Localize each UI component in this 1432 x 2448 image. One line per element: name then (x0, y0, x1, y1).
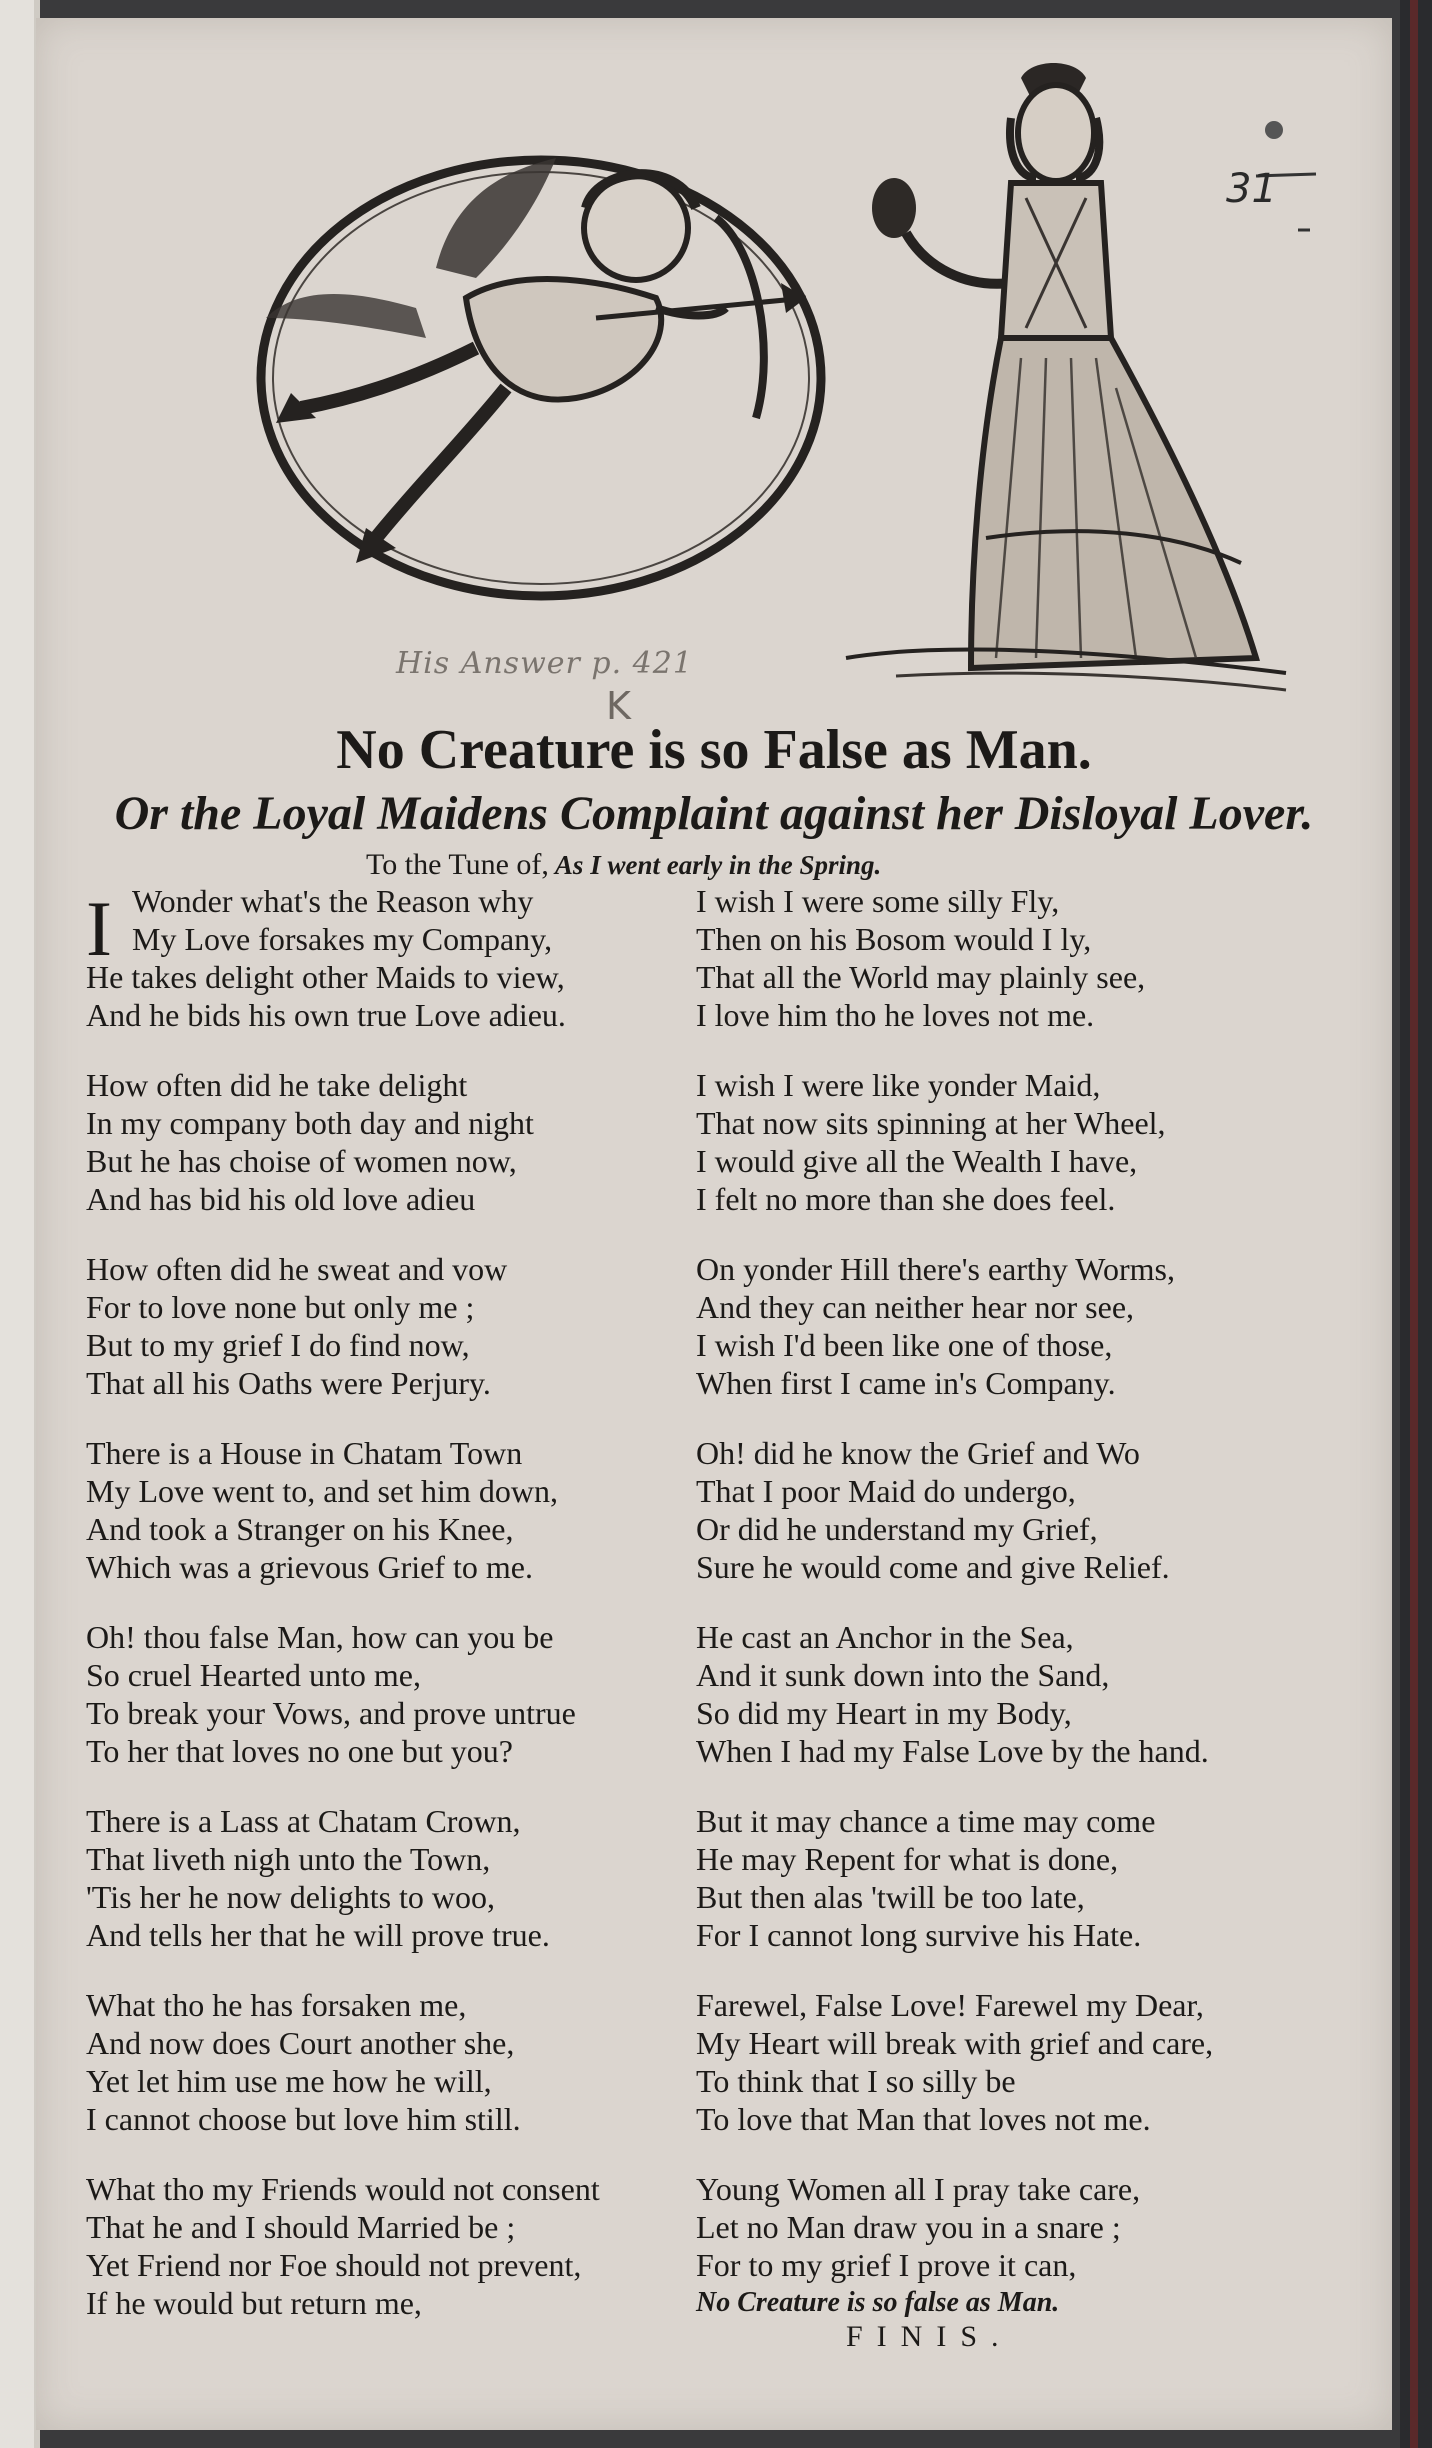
verse-line: To love that Man that loves not me. (696, 2101, 1151, 2137)
verse-line: I felt no more than she does feel. (696, 1181, 1116, 1217)
verse-line: And they can neither hear nor see, (696, 1289, 1135, 1325)
ballad-subtitle: Or the Loyal Maidens Complaint against her Disloyal Lover. (114, 787, 1314, 840)
verse-line: I would give all the Wealth I have, (696, 1143, 1138, 1179)
verse-line: To break your Vows, and prove untrue (86, 1695, 576, 1731)
verse-line: In my company both day and night (86, 1105, 534, 1141)
verse-line: That all the World may plainly see, (696, 959, 1146, 995)
verse-line: Which was a grievous Grief to me. (86, 1549, 533, 1585)
verse-line: There is a House in Chatam Town (86, 1435, 523, 1471)
verse-line: He may Repent for what is done, (696, 1841, 1119, 1877)
verse-line: To think that I so silly be (696, 2063, 1016, 2099)
verse-line: There is a Lass at Chatam Crown, (86, 1803, 521, 1839)
stanza (86, 1802, 726, 1986)
verse-line: That I poor Maid do undergo, (696, 1473, 1076, 1509)
handwritten-letter-k: K (606, 684, 631, 728)
verse-line: Sure he would come and give Relief. (696, 1549, 1170, 1585)
verse-line: My Love forsakes my Company, (132, 921, 553, 957)
stanza (696, 1066, 1376, 1250)
verse-line: Or did he understand my Grief, (696, 1511, 1098, 1547)
verse-line: For to love none but only me ; (86, 1289, 475, 1325)
stanza (696, 1434, 1376, 1618)
stanza (696, 1618, 1376, 1802)
stanza (696, 2170, 1376, 2354)
cupid-woodcut (261, 158, 821, 596)
verse-line: I love him tho he loves not me. (696, 997, 1095, 1033)
verse-line: My Heart will break with grief and care, (696, 2025, 1214, 2061)
verse-line: 'Tis her he now delights to woo, (86, 1879, 496, 1915)
stanza (86, 1618, 726, 1802)
stanza (696, 882, 1376, 1066)
ballad-title: No Creature is so False as Man. (336, 719, 1092, 781)
stanza (86, 2170, 726, 2354)
finis-mark: FINIS. (846, 2320, 1013, 2353)
verse-line: Oh! did he know the Grief and Wo (696, 1435, 1140, 1471)
verse-line: How often did he take delight (86, 1067, 468, 1103)
verse-line: That now sits spinning at her Wheel, (696, 1105, 1166, 1141)
archive-number: 31 (1226, 166, 1277, 212)
woodcut-illustrations (36, 18, 1392, 738)
verse-line: But then alas 'twill be too late, (696, 1879, 1085, 1915)
stanza (696, 1802, 1376, 1986)
verse-line: No Creature is so false as Man. (696, 2287, 1060, 2318)
verse-line: Oh! thou false Man, how can you be (86, 1619, 554, 1655)
verse-line: But to my grief I do find now, (86, 1327, 470, 1363)
verse-line: For to my grief I prove it can, (696, 2247, 1077, 2283)
stanza (86, 1250, 726, 1434)
verse-line: He takes delight other Maids to view, (86, 959, 565, 995)
verse-line: What tho my Friends would not consent (86, 2171, 600, 2207)
left-page-edge (0, 0, 40, 2448)
handwritten-answer-note: His Answer p. 421 (396, 646, 693, 681)
verse-line: When first I came in's Company. (696, 1365, 1116, 1401)
verse-line: For I cannot long survive his Hate. (696, 1917, 1142, 1953)
verse-line: Then on his Bosom would I ly, (696, 921, 1092, 957)
verse-line: That liveth nigh unto the Town, (86, 1841, 491, 1877)
stanza (86, 1434, 726, 1618)
verse-line: I wish I'd been like one of those, (696, 1327, 1113, 1363)
verse-line: And has bid his old love adieu (86, 1181, 476, 1217)
left-verse-column (86, 882, 726, 2354)
verse-line: What tho he has forsaken me, (86, 1987, 467, 2023)
verse-line: That he and I should Married be ; (86, 2209, 516, 2245)
verse-line: I cannot choose but love him still. (86, 2101, 521, 2137)
verse-line: That all his Oaths were Perjury. (86, 1365, 491, 1401)
stanza (696, 1986, 1376, 2170)
verse-line: And it sunk down into the Sand, (696, 1657, 1110, 1693)
verse-line: When I had my False Love by the hand. (696, 1733, 1209, 1769)
verse-line: I wish I were some silly Fly, (696, 883, 1060, 919)
verse-line: And tells her that he will prove true. (86, 1917, 550, 1953)
verse-line: And took a Stranger on his Knee, (86, 1511, 514, 1547)
stanza (86, 1066, 726, 1250)
verse-line: Yet let him use me how he will, (86, 2063, 492, 2099)
stanza (696, 1250, 1376, 1434)
tune-line (366, 848, 881, 882)
verse-line: And now does Court another she, (86, 2025, 515, 2061)
stanza (86, 1986, 726, 2170)
verse-line: I wish I were like yonder Maid, (696, 1067, 1101, 1103)
verse-line: But he has choise of women now, (86, 1143, 517, 1179)
tune-name: As I went early in the Spring. (554, 850, 882, 880)
verse-line: He cast an Anchor in the Sea, (696, 1619, 1074, 1655)
verse-line: My Love went to, and set him down, (86, 1473, 558, 1509)
broadside-sheet (36, 18, 1392, 2430)
verse-line: Let no Man draw you in a snare ; (696, 2209, 1121, 2245)
verse-line: If he would but return me, (86, 2285, 422, 2321)
right-binding-edge (1400, 0, 1432, 2448)
tune-prefix: To the Tune of, (366, 848, 549, 881)
verse-line: And he bids his own true Love adieu. (86, 997, 566, 1033)
verse-line: Yet Friend nor Foe should not prevent, (86, 2247, 582, 2283)
drop-cap: I (86, 885, 112, 972)
verse-line: On yonder Hill there's earthy Worms, (696, 1251, 1175, 1287)
verse-line: To her that loves no one but you? (86, 1733, 513, 1769)
stanza (86, 882, 726, 1066)
verse-line: How often did he sweat and vow (86, 1251, 508, 1287)
verse-line: So cruel Hearted unto me, (86, 1657, 421, 1693)
right-verse-column (696, 882, 1376, 2354)
verse-line: So did my Heart in my Body, (696, 1695, 1072, 1731)
verse-line: Farewel, False Love! Farewel my Dear, (696, 1987, 1204, 2023)
verse-line: Young Women all I pray take care, (696, 2171, 1141, 2207)
verse-line: But it may chance a time may come (696, 1803, 1156, 1839)
verse-line: Wonder what's the Reason why (132, 883, 534, 919)
